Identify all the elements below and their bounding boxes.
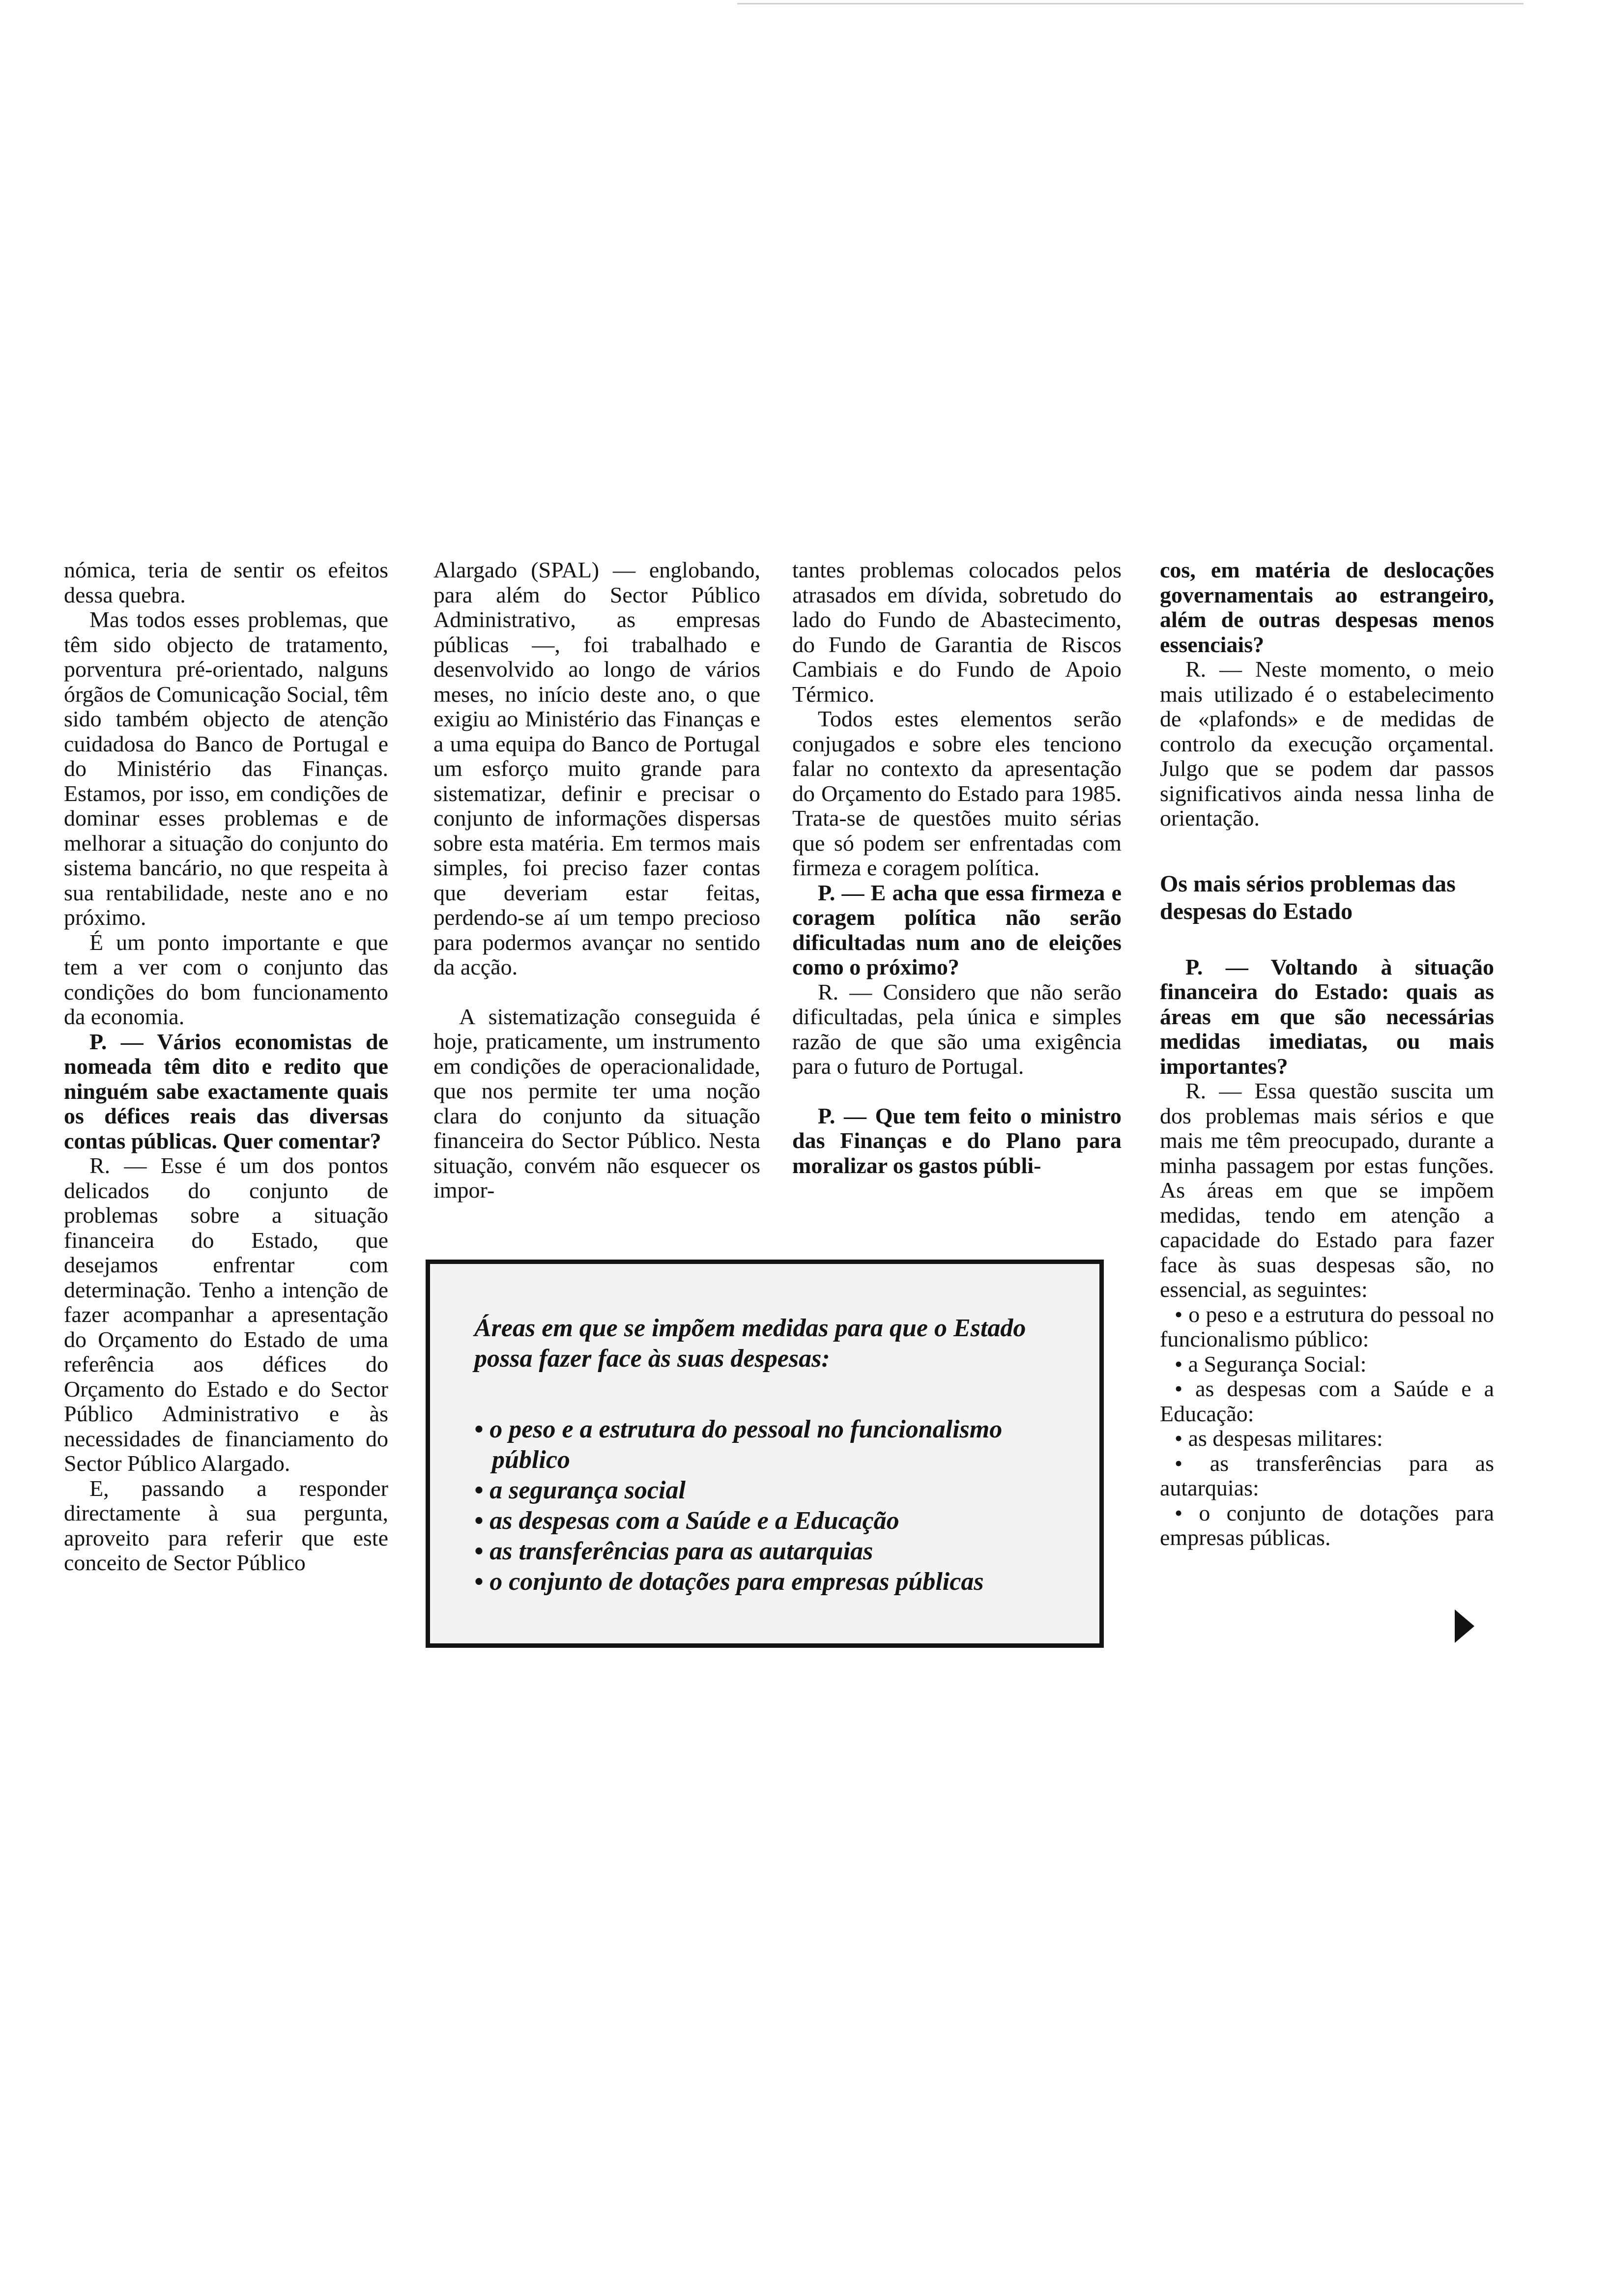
- bullet-list: [1160, 1302, 1494, 1550]
- question: [1160, 558, 1494, 657]
- question-text: P. — Voltando à situação financeira do Estado: quais as áreas em que são necessárias medidas imediatas, ou mais importantes?: [1160, 954, 1494, 1079]
- answer: R. — Considero que não serão dificultadas, pela única e simples razão de que são uma exigência para o futuro de Portugal.: [792, 979, 1122, 1079]
- list-item: • as transferências para as autarquias:: [1160, 1451, 1494, 1501]
- list-item: • a segurança social: [474, 1475, 1064, 1506]
- list-item: • o conjunto de dotações para empresas públicas.: [1160, 1501, 1494, 1550]
- question: [792, 881, 1122, 980]
- column-1: [64, 558, 388, 1576]
- list-item: • a Segurança Social:: [1160, 1352, 1494, 1377]
- list-item: • o peso e a estrutura do pessoal no funcionalismo público:: [1160, 1302, 1494, 1352]
- list-item: • as despesas com a Saúde e a Educação:: [1160, 1377, 1494, 1426]
- question: [1160, 955, 1494, 1079]
- answer: R. — Essa questão suscita um dos problemas mais sérios e que mais me têm preocupado, durante a minha passagem por estas funções. As áreas em que se impõem medidas, tendo em atenção a capacidade do Estado para fazer face às suas despesas são, no essencial, as seguintes:: [1160, 1078, 1494, 1302]
- highlight-box-content: [474, 1313, 1064, 1597]
- paragraph: Todos estes elementos serão conjugados e sobre eles tenciono falar no contexto da apresentação do Orçamento do Estado para 1985. Trata-se de questões muito sérias que só podem ser enfrentadas com firmeza e coragem política.: [792, 706, 1122, 880]
- column-2: [433, 558, 760, 1203]
- list-item: • as despesas com a Saúde e a Educação: [474, 1506, 1064, 1536]
- column-4: [1160, 558, 1494, 1550]
- highlight-box: [426, 1260, 1104, 1648]
- paragraph: E, passando a responder directamente à sua pergunta, aproveito para referir que este conceito de Sector Público: [64, 1475, 388, 1575]
- paragraph: Alargado (SPAL) — englobando, para além do Sector Público Administrativo, as empresas públicas —, foi trabalhado e desenvolvido ao longo de vários meses, no início deste ano, o que exigiu ao Ministério das Finanças e a uma equipa do Banco de Portugal um esforço muito grande para sistematizar, definir e precisar o conjunto de informações dispersas sobre esta matéria. Em termos mais simples, foi preciso fazer contas que deveriam estar feitas, perdendo-se aí um tempo precioso para podermos avançar no sentido da acção.: [433, 557, 760, 979]
- paragraph: nómica, teria de sentir os efeitos dessa quebra.: [64, 557, 388, 607]
- highlight-box-title: Áreas em que se impõem medidas para que o Estado possa fazer face às suas despesas:: [474, 1314, 1026, 1373]
- paragraph: É um ponto importante e que tem a ver com o conjunto das condições do bom funcionamento da economia.: [64, 929, 388, 1029]
- top-rule: [737, 3, 1524, 4]
- list-item: • o peso e a estrutura do pessoal no funcionalismo público: [474, 1414, 1064, 1475]
- section-heading: Os mais sérios problemas das despesas do Estado: [1160, 870, 1456, 924]
- question: [64, 1030, 388, 1154]
- question-text: P. — Vários economistas de nomeada têm dito e redito que ninguém sabe exactamente quais os défices reais das diversas contas públicas. Quer comentar?: [64, 1029, 388, 1153]
- question: [792, 1104, 1122, 1178]
- paragraph: Mas todos esses problemas, que têm sido objecto de tratamento, porventura pré-orientado, nalguns órgãos de Comunicação Social, têm sido também objecto de atenção cuidadosa do Banco de Portugal e do Ministério das Finanças. Estamos, por isso, em condições de dominar esses problemas e de melhorar a situação do conjunto do sistema bancário, no que respeita à sua rentabilidade, neste ano e no próximo.: [64, 607, 388, 930]
- list-item: • as transferências para as autarquias: [474, 1536, 1064, 1567]
- paragraph: tantes problemas colocados pelos atrasados em dívida, sobretudo do lado do Fundo de Abastecimento, do Fundo de Garantia de Riscos Cambiais e do Fundo de Apoio Térmico.: [792, 557, 1122, 707]
- question-text: P. — E acha que essa firmeza e coragem política não serão dificultadas num ano de eleições como o próximo?: [792, 880, 1122, 979]
- question-text: P. — Que tem feito o ministro das Finanças e do Plano para moralizar os gastos públi-: [792, 1103, 1122, 1178]
- answer: R. — Neste momento, o meio mais utilizado é o estabelecimento de «plafonds» e de medidas de controlo da execução orçamental. Julgo que se podem dar passos significativos ainda nessa linha de orientação.: [1160, 657, 1494, 831]
- column-3: [792, 558, 1122, 1178]
- question-text: cos, em matéria de deslocações governamentais ao estrangeiro, além de outras despesas menos essenciais?: [1160, 557, 1494, 657]
- answer: R. — Esse é um dos pontos delicados do conjunto de problemas sobre a situação financeira do Estado, que desejamos enfrentar com determinação. Tenho a intenção de fazer acompanhar a apresentação do Orçamento do Estado de uma referência aos défices do Orçamento do Estado e do Sector Público Administrativo e às necessidades de financiamento do Sector Público Alargado.: [64, 1153, 388, 1476]
- list-item: • as despesas militares:: [1160, 1426, 1494, 1451]
- highlight-box-list: [474, 1414, 1064, 1597]
- continue-arrow-icon: [1455, 1609, 1474, 1643]
- list-item: • o conjunto de dotações para empresas públicas: [474, 1567, 1064, 1597]
- paragraph: A sistematização conseguida é hoje, praticamente, um instrumento em condições de operacionalidade, que nos permite ter uma noção clara do conjunto da situação financeira do Sector Público. Nesta situação, convém não esquecer os impor-: [433, 1004, 760, 1203]
